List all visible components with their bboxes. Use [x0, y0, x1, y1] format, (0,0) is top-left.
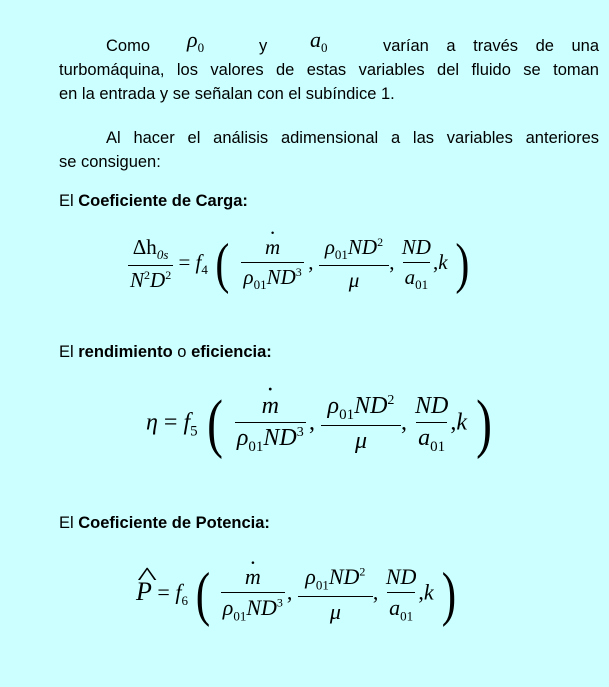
eq1-equals: =	[178, 249, 191, 274]
word-y: y	[259, 37, 268, 55]
eq3-function: f	[175, 579, 182, 605]
equation-coeficiente-potencia: ^ $P = f_6$ ( · $\frac{m}{\rho_{01}ND^3}$ , $\frac{\rho_{01}ND^2}{\mu}$ , $\frac{ND}{a_{01}}$ ,k )	[136, 560, 459, 629]
eq2-frac-rho: $\frac{\rho_{01}ND^2}{\mu}$	[321, 393, 401, 456]
equation-coeficiente-carga: $\frac{\Delta h_{0s}}{N^2D^2}$ = $f_4$ ( · $\frac{m}{\rho_{01}ND^3}$ , $\frac{\rho_{01}ND^2}{\mu}$ , $\frac{ND}{a_{01}}$ ,k )	[128, 232, 471, 296]
heading-bold: rendimiento	[78, 343, 173, 361]
intro-paragraph	[59, 27, 599, 106]
intro-line-1-rest: varían a través de una	[383, 37, 599, 55]
heading-prefix: El	[59, 192, 79, 210]
intro-line-3: en la entrada y se señalan con el subíndice 1.	[59, 85, 395, 103]
eq1-function: f	[195, 249, 202, 274]
eq1-right-paren: )	[455, 233, 470, 295]
eq2-right-paren: )	[476, 387, 492, 460]
eq3-left-paren: (	[196, 561, 211, 627]
eq1-lhs-fraction: $\frac{\Delta h_{0s}}{N^2D^2}$	[130, 234, 172, 293]
eq3-lhs: ^ P	[136, 577, 152, 607]
heading-coeficiente-carga	[59, 192, 248, 211]
eq1-frac-nd: $\frac{ND}{a_{01}}$	[401, 234, 431, 293]
eq2-function: f	[183, 409, 191, 436]
analysis-paragraph	[59, 126, 599, 174]
analysis-line-2: se consiguen:	[59, 153, 161, 171]
heading-prefix: El	[59, 514, 79, 532]
heading-bold-2: eficiencia:	[191, 343, 272, 361]
analysis-line-1: Al hacer el análisis adimensional a las variables anteriores	[106, 129, 599, 147]
eq1-frac-m: · $\frac{m}{\rho_{01}ND^3}$	[239, 235, 306, 293]
equation-rendimiento: $\eta = f_5$ ( · $\frac{m}{\rho_{01}ND^3}$ , $\frac{\rho_{01}ND^2}{\mu}$ , $\frac{ND}{a_{01}}$ ,k )	[146, 386, 495, 462]
symbol-rho0: $\rho_0$	[187, 27, 205, 55]
symbol-a0: $a_0$	[310, 27, 328, 55]
eq3-frac-nd: $\frac{ND}{a_{01}}$	[385, 564, 417, 624]
intro-line-1	[59, 27, 599, 58]
eq3-equals: =	[157, 579, 170, 605]
heading-prefix: El	[59, 343, 79, 361]
eq2-frac-m: · $\frac{m}{\rho_{01}ND^3}$	[232, 393, 309, 456]
eq2-frac-nd: $\frac{ND}{a_{01}}$	[415, 392, 449, 455]
heading-bold: Coeficiente de Potencia:	[78, 514, 270, 532]
eq1-left-paren: (	[215, 233, 230, 295]
word-como: Como	[106, 37, 151, 55]
eq3-right-paren: )	[441, 561, 457, 627]
eq2-left-paren: (	[206, 387, 223, 460]
heading-rendimiento	[59, 343, 272, 362]
eq2-equals: =	[163, 409, 178, 436]
eq1-frac-rho: $\frac{\rho_{01}ND^2}{\mu}$	[319, 235, 390, 293]
eq3-frac-m: · $\frac{m}{\rho_{01}ND^3}$	[219, 564, 287, 624]
eq2-lhs: η	[146, 409, 158, 436]
eq3-frac-rho: $\frac{\rho_{01}ND^2}{\mu}$	[298, 564, 373, 624]
intro-line-2: turbomáquina, los valores de estas variables del fluido se toman	[59, 61, 599, 79]
heading-coeficiente-potencia	[59, 514, 270, 533]
heading-mid: o	[172, 343, 192, 361]
heading-bold: Coeficiente de Carga:	[78, 192, 248, 210]
